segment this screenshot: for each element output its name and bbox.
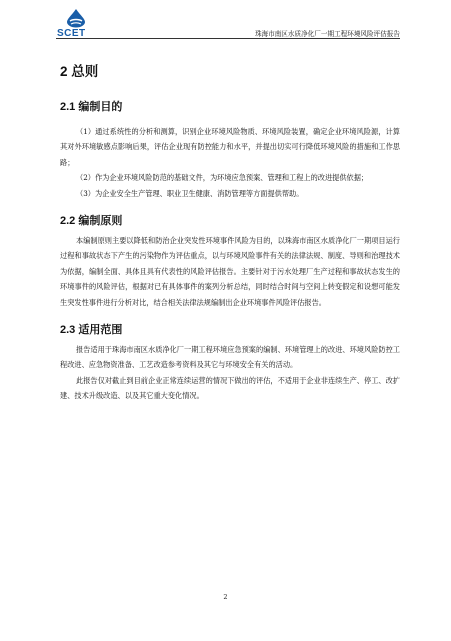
scet-logo (56, 8, 96, 38)
paragraph: 本编制原则主要以降低和防治企业突发性环境事件风险为目的，以珠海市南区水质净化厂一期项目运行过程和事故状态下产生的污染物作为评估重点，以与环境风险事件有关的法律法规、制度、导则和治理技术为依据，编制全面、具体且具有代表性的风险评估报告。主要针对于污水处理厂生产过程和事故状态发生的环境事件的风险评估，根据对已有具体事件的案列分析总结，同时结合时间与空间上转变假定和设想可能发生突发性事件进行分析对比，结合相关法律法规编制出企业环境事件风险评估报告。 (60, 236, 400, 307)
chapter-title: 2 总则 (60, 64, 99, 79)
header-divider (56, 38, 400, 39)
paragraph: 报告适用于珠海市南区水质净化厂一期工程环境应急预案的编制、环境管理上的改进、环境风险防控工程改进、应急物资准备、工艺改造参考资料及其它与环境安全有关的活动。 (60, 345, 400, 370)
page-header (56, 8, 400, 38)
paragraph: （2）作为企业环境风险防范的基础文件，为环境应急预案、管理和工程上的改进提供依据； (76, 173, 369, 183)
water-drop-logo-icon (56, 8, 96, 28)
paragraph: （1）通过系统性的分析和测算，识别企业环境风险物质、环境风险装置，确定企业环境风险源，计算其对外环境敏感点影响后果，评估企业现有防控能力和水平，并提出切实可行降低环境风险的措施和工作思路； (60, 127, 400, 167)
paragraph: 此报告仅对截止到目前企业正常连续运营的情况下做出的评估，不适用于企业非连续生产、停工、改扩建、技术升级改造、以及其它重大变化情况。 (60, 375, 400, 401)
paragraph: （3）为企业安全生产管理、职业卫生健康、消防管理等方面提供帮助。 (76, 188, 304, 198)
page-content (60, 60, 400, 404)
section-title-2-1: 2.1 编制目的 (60, 101, 123, 113)
page-number: 2 (223, 593, 228, 601)
section-title-2-3: 2.3 适用范围 (60, 324, 123, 337)
logo-text: SCET (57, 28, 86, 39)
section-title-2-2: 2.2 编制原则 (60, 215, 123, 228)
report-title: 珠海市南区水质净化厂一期工程环境风险评估报告 (254, 30, 400, 38)
